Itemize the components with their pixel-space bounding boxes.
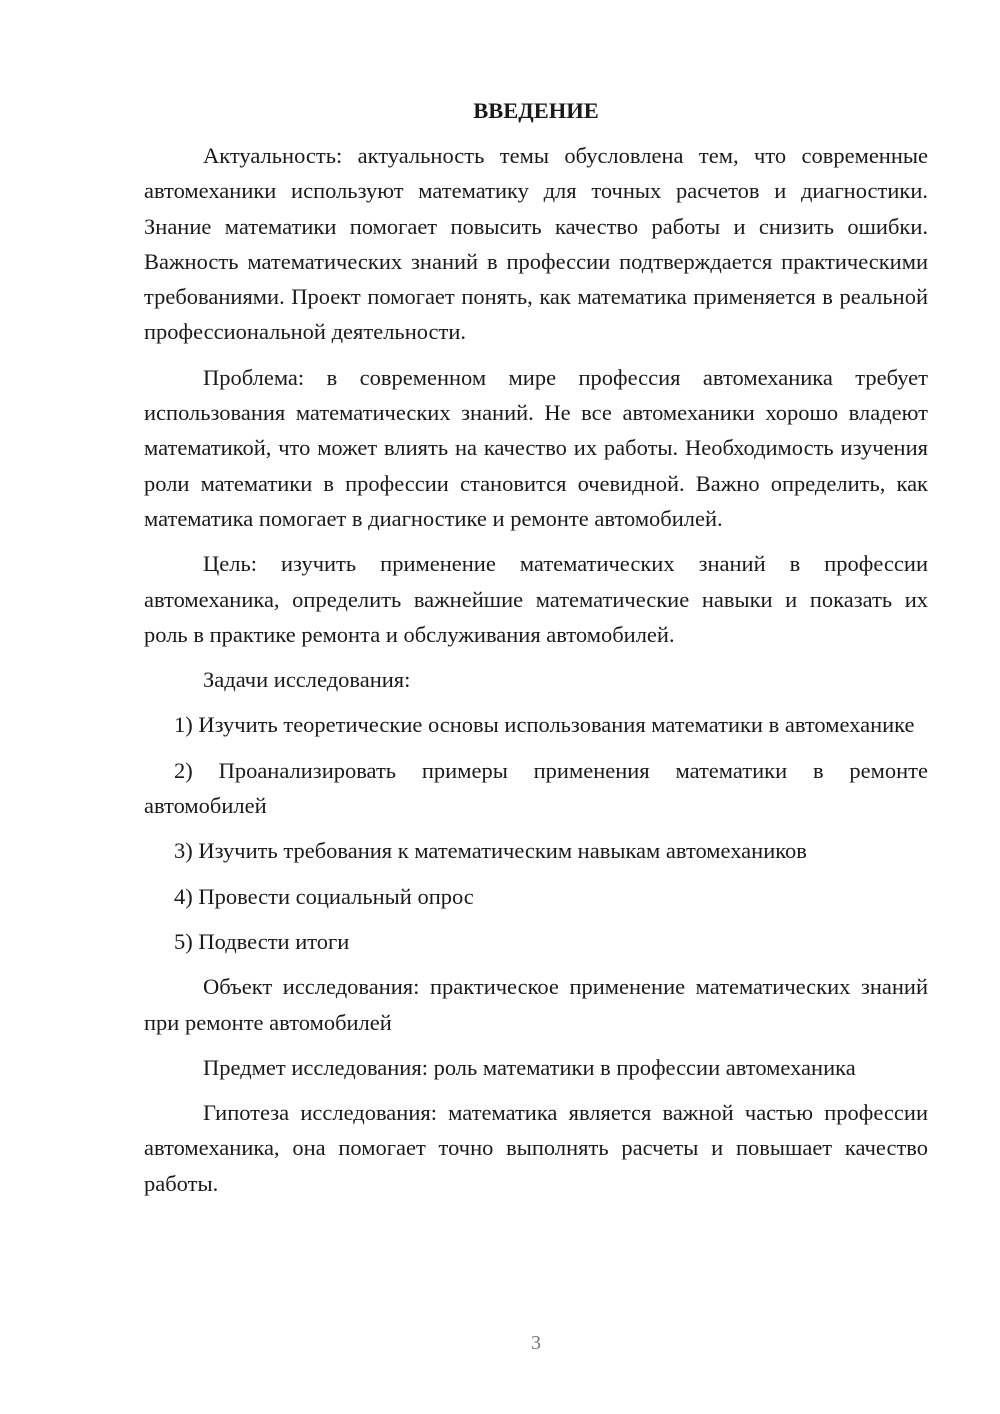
object-paragraph: Объект исследования: практическое применение математических знаний при ремонте автомобилей xyxy=(144,974,928,1035)
task-item-4: 4) Провести социальный опрос xyxy=(174,883,474,909)
tasks-heading: Задачи исследования: xyxy=(203,667,411,693)
section-title: ВВЕДЕНИЕ xyxy=(473,98,599,123)
task-item-1: 1) Изучить теоретические основы использования математики в автомеханике xyxy=(174,712,915,738)
task-item-2: 2) Проанализировать примеры применения математики в ремонте автомобилей xyxy=(144,757,928,819)
goal-paragraph: Цель: изучить применение математических знаний в профессии автомеханика, определить важнейшие математические навыки и показать их роль в практике ремонта и обслуживания автомобилей. xyxy=(144,551,928,647)
subject-paragraph: Предмет исследования: роль математики в профессии автомеханика xyxy=(203,1054,856,1080)
hypothesis-paragraph: Гипотеза исследования: математика является важной частью профессии автомеханика, она помогает точно выполнять расчеты и повышает качество работы. xyxy=(144,1100,928,1196)
task-item-5: 5) Подвести итоги xyxy=(174,928,350,954)
document-body xyxy=(144,94,928,1201)
page-number: 3 xyxy=(531,1332,541,1354)
task-item-3: 3) Изучить требования к математическим навыкам автомехаников xyxy=(174,838,807,864)
relevance-paragraph: Актуальность: актуальность темы обусловлена тем, что современные автомеханики используют математику для точных расчетов и диагностики. Знание математики помогает повысить качество работы и снизить ошибки. Важность математических знаний в профессии подтверждается практическими требованиями. Проект помогает понять, как математика применяется в реальной профессиональной деятельности. xyxy=(144,143,928,345)
problem-paragraph: Проблема: в современном мире профессия автомеханика требует использования математических знаний. Не все автомеханики хорошо владеют математикой, что может влиять на качество их работы. Необходимость изучения роли математики в профессии становится очевидной. Важно определить, как математика помогает в диагностике и ремонте автомобилей. xyxy=(144,364,928,531)
